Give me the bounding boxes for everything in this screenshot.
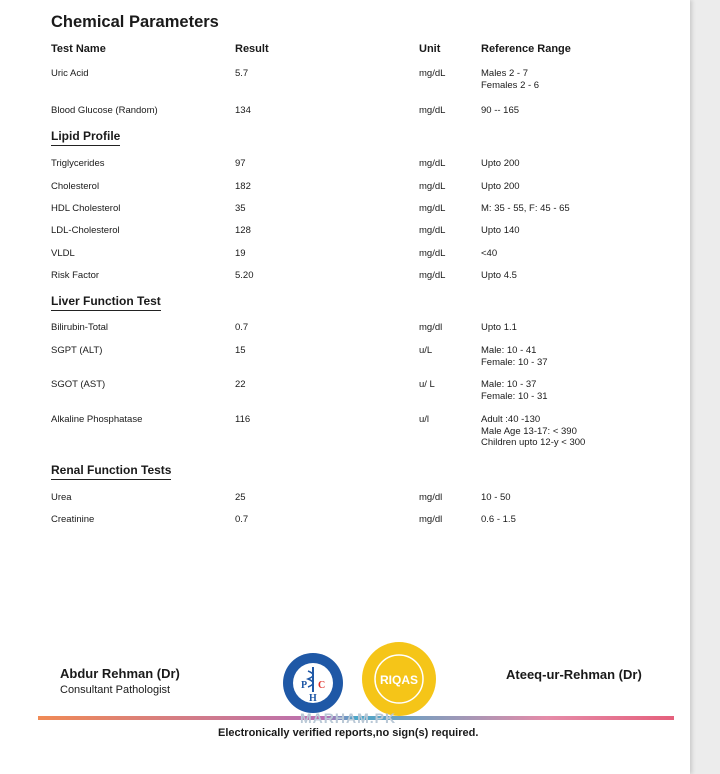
test-name: Cholesterol	[51, 181, 100, 192]
section-title-lipid-profile: Lipid Profile	[51, 129, 120, 146]
test-unit: mg/dL	[419, 248, 446, 259]
svg-text:H: H	[309, 693, 317, 704]
reference-line: Female: 10 - 31	[481, 390, 548, 402]
test-reference: 10 - 50	[481, 492, 511, 503]
test-reference: 0.6 - 1.5	[481, 514, 516, 525]
phc-seal-icon	[282, 652, 344, 714]
test-unit: mg/dL	[419, 158, 446, 169]
test-name: Risk Factor	[51, 270, 100, 281]
test-name: Bilirubin-Total	[51, 322, 109, 333]
test-result: 0.7	[235, 514, 249, 525]
test-name: Urea	[51, 492, 72, 503]
test-result: 134	[235, 105, 251, 116]
test-unit: mg/dl	[419, 492, 443, 503]
header-reference-range: Reference Range	[481, 43, 571, 55]
test-result: 128	[235, 225, 251, 236]
test-reference: M: 35 - 55, F: 45 - 65	[481, 203, 570, 214]
test-unit: mg/dL	[419, 105, 446, 116]
test-unit: u/l	[419, 414, 430, 425]
reference-line: Female: 10 - 37	[481, 356, 548, 368]
electronic-verification-note: Electronically verified reports,no sign(s) required.	[218, 727, 479, 739]
reference-line: Children upto 12-y < 300	[481, 437, 586, 448]
test-result: 0.7	[235, 322, 249, 333]
test-name: HDL Cholesterol	[51, 203, 121, 214]
test-unit: mg/dl	[419, 322, 443, 333]
watermark: MARHAM.PK	[300, 710, 397, 726]
test-result: 15	[235, 345, 246, 356]
test-reference	[481, 414, 585, 449]
reference-line: Males 2 - 7	[481, 68, 528, 79]
test-reference	[481, 105, 519, 117]
test-result: 22	[235, 379, 246, 390]
reference-line: Male: 10 - 41	[481, 345, 537, 356]
test-unit: u/L	[419, 345, 433, 356]
test-reference: Upto 140	[481, 225, 520, 236]
test-name: SGPT (ALT)	[51, 345, 103, 356]
riqas-seal-icon	[361, 641, 437, 717]
header-test-name: Test Name	[51, 43, 106, 55]
test-unit: mg/dL	[419, 225, 446, 236]
test-reference: Upto 200	[481, 158, 520, 169]
reference-line: Male Age 13-17: < 390	[481, 425, 577, 437]
test-unit: u/ L	[419, 379, 435, 390]
left-signatory-role: Consultant Pathologist	[60, 684, 171, 696]
svg-text:RIQAS: RIQAS	[379, 673, 419, 687]
test-name: Creatinine	[51, 514, 95, 525]
riqas-logo	[361, 641, 437, 717]
section-title-liver-function-test: Liver Function Test	[51, 294, 161, 311]
reference-line: 90 -- 165	[481, 105, 520, 116]
test-name: Uric Acid	[51, 68, 89, 79]
phc-logo	[282, 652, 344, 714]
test-name: Triglycerides	[51, 158, 105, 169]
test-name: Blood Glucose (Random)	[51, 105, 158, 116]
header-result: Result	[235, 43, 269, 55]
test-unit: mg/dl	[419, 514, 443, 525]
test-reference: <40	[481, 248, 498, 259]
reference-line: Male: 10 - 37	[481, 379, 537, 390]
test-reference: Upto 200	[481, 181, 520, 192]
test-reference	[481, 68, 539, 91]
test-name: VLDL	[51, 248, 75, 259]
test-reference	[481, 345, 548, 368]
test-name: LDL-Cholesterol	[51, 225, 120, 236]
test-result: 97	[235, 158, 246, 169]
svg-text:C: C	[318, 680, 326, 691]
test-unit: mg/dL	[419, 181, 446, 192]
test-reference: Upto 1.1	[481, 322, 517, 333]
test-result: 182	[235, 181, 251, 192]
test-result: 116	[235, 414, 251, 425]
test-result: 25	[235, 492, 246, 503]
page-title: Chemical Parameters	[51, 13, 219, 31]
test-unit: mg/dL	[419, 203, 446, 214]
section-title-renal-function-tests: Renal Function Tests	[51, 463, 171, 480]
test-result: 5.7	[235, 68, 249, 79]
test-unit: mg/dL	[419, 68, 446, 79]
test-reference: Upto 4.5	[481, 270, 517, 281]
test-name: Alkaline Phosphatase	[51, 414, 143, 425]
reference-line: Adult :40 -130	[481, 414, 541, 425]
test-reference	[481, 379, 548, 402]
left-signatory-name: Abdur Rehman (Dr)	[60, 666, 180, 681]
reference-line: Females 2 - 6	[481, 79, 540, 91]
test-unit: mg/dL	[419, 270, 446, 281]
header-unit: Unit	[419, 43, 441, 55]
svg-text:P: P	[301, 680, 308, 691]
right-signatory-name: Ateeq-ur-Rehman (Dr)	[506, 667, 642, 682]
test-name: SGOT (AST)	[51, 379, 106, 390]
test-result: 5.20	[235, 270, 254, 281]
test-result: 19	[235, 248, 246, 259]
test-result: 35	[235, 203, 246, 214]
